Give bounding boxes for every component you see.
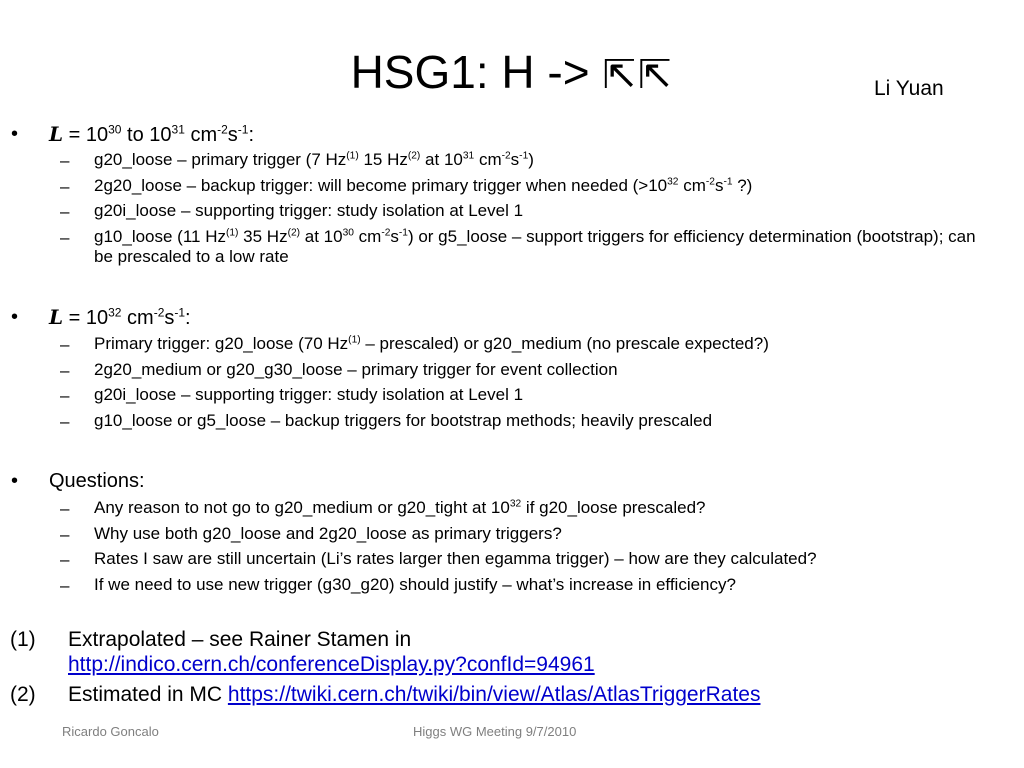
dash-icon: – — [60, 202, 70, 221]
luminosity-symbol: L — [49, 305, 64, 329]
section-3-heading: Questions: — [49, 470, 145, 492]
footer-presenter: Ricardo Goncalo — [62, 724, 159, 739]
dash-icon: – — [60, 550, 70, 569]
list-item: g20i_loose – supporting trigger: study isolation at Level 1 — [94, 201, 524, 220]
dash-icon: – — [60, 228, 70, 247]
list-item: If we need to use new trigger (g30_g20) should justify – what’s increase in efficiency? — [94, 575, 736, 594]
footnote-2-number: (2) — [10, 683, 36, 706]
slide-title — [0, 42, 1024, 105]
dash-icon: – — [60, 177, 70, 196]
dash-icon: – — [60, 386, 70, 405]
section-1-heading: $L = 10^{30}$ to $10^{31}$ $cm^{-2}s^{-1}$: — [49, 122, 255, 146]
list-item: 2g20_loose – backup trigger: will become primary trigger when needed ($>10^{32}$ $cm^{-2}s^{-1}$ ?) — [94, 176, 753, 195]
list-item: Rates I saw are still uncertain (Li’s rates larger then egamma trigger) – how are they calculated? — [94, 549, 817, 568]
dash-icon: – — [60, 499, 70, 518]
author-name: Li Yuan — [874, 77, 944, 100]
dash-icon: – — [60, 335, 70, 354]
bullet-icon: • — [11, 470, 19, 492]
footnote-1-link-line — [68, 652, 595, 678]
dash-icon: – — [60, 525, 70, 544]
footnote-2-text: Estimated in MC — [68, 683, 223, 706]
list-item: Primary trigger: g20_loose (70 Hz$^{(1)}$ – prescaled) or g20_medium (no prescale expected?) — [94, 334, 769, 353]
dash-icon: – — [60, 576, 70, 595]
footer-meeting: Higgs WG Meeting 9/7/2010 — [413, 724, 577, 739]
dash-icon: – — [60, 151, 70, 170]
list-item: g10_loose (11 Hz$^{(1)}$ 35 Hz$^{(2)}$ at $10^{30}$ $cm^{-2}s^{-1}$) or g5_loose – support triggers for efficiency determination (bootstrap); can be prescaled to a low rate — [94, 227, 976, 266]
footnote-1-text: Extrapolated – see Rainer Stamen in — [68, 628, 412, 651]
dash-icon: – — [60, 361, 70, 380]
list-item: g10_loose or g5_loose – backup triggers for bootstrap methods; heavily prescaled — [94, 411, 713, 430]
footnote-1-link[interactable]: http://indico.cern.ch/conferenceDisplay.py?confId=94961 — [68, 653, 595, 676]
bullet-icon: • — [11, 123, 19, 145]
list-item: 2g20_medium or g20_g30_loose – primary trigger for event collection — [94, 360, 618, 379]
section-2-heading: $L = 10^{32}$ $cm^{-2}s^{-1}$: — [49, 305, 191, 329]
luminosity-symbol: L — [49, 122, 64, 146]
footnote-2-link[interactable]: https://twiki.cern.ch/twiki/bin/view/Atlas/AtlasTriggerRates — [227, 683, 761, 706]
list-item: Any reason to not go to g20_medium or g20_tight at $10^{32}$ if g20_loose prescaled? — [94, 498, 706, 517]
footnote-2-line — [68, 682, 760, 708]
dash-icon: – — [60, 412, 70, 431]
list-item: Why use both g20_loose and 2g20_loose as primary triggers? — [94, 524, 562, 543]
photon-symbols-icon: ⇱⇱ — [602, 52, 674, 98]
list-item: g20_loose – primary trigger (7 Hz$^{(1)}$ 15 Hz$^{(2)}$ at $10^{31}$ $cm^{-2}s^{-1}$) — [94, 150, 534, 169]
list-item: g20i_loose – supporting trigger: study isolation at Level 1 — [94, 385, 524, 404]
title-text: HSG1: H -> — [350, 46, 590, 98]
bullet-icon: • — [11, 306, 19, 328]
footnote-1-number: (1) — [10, 628, 36, 651]
